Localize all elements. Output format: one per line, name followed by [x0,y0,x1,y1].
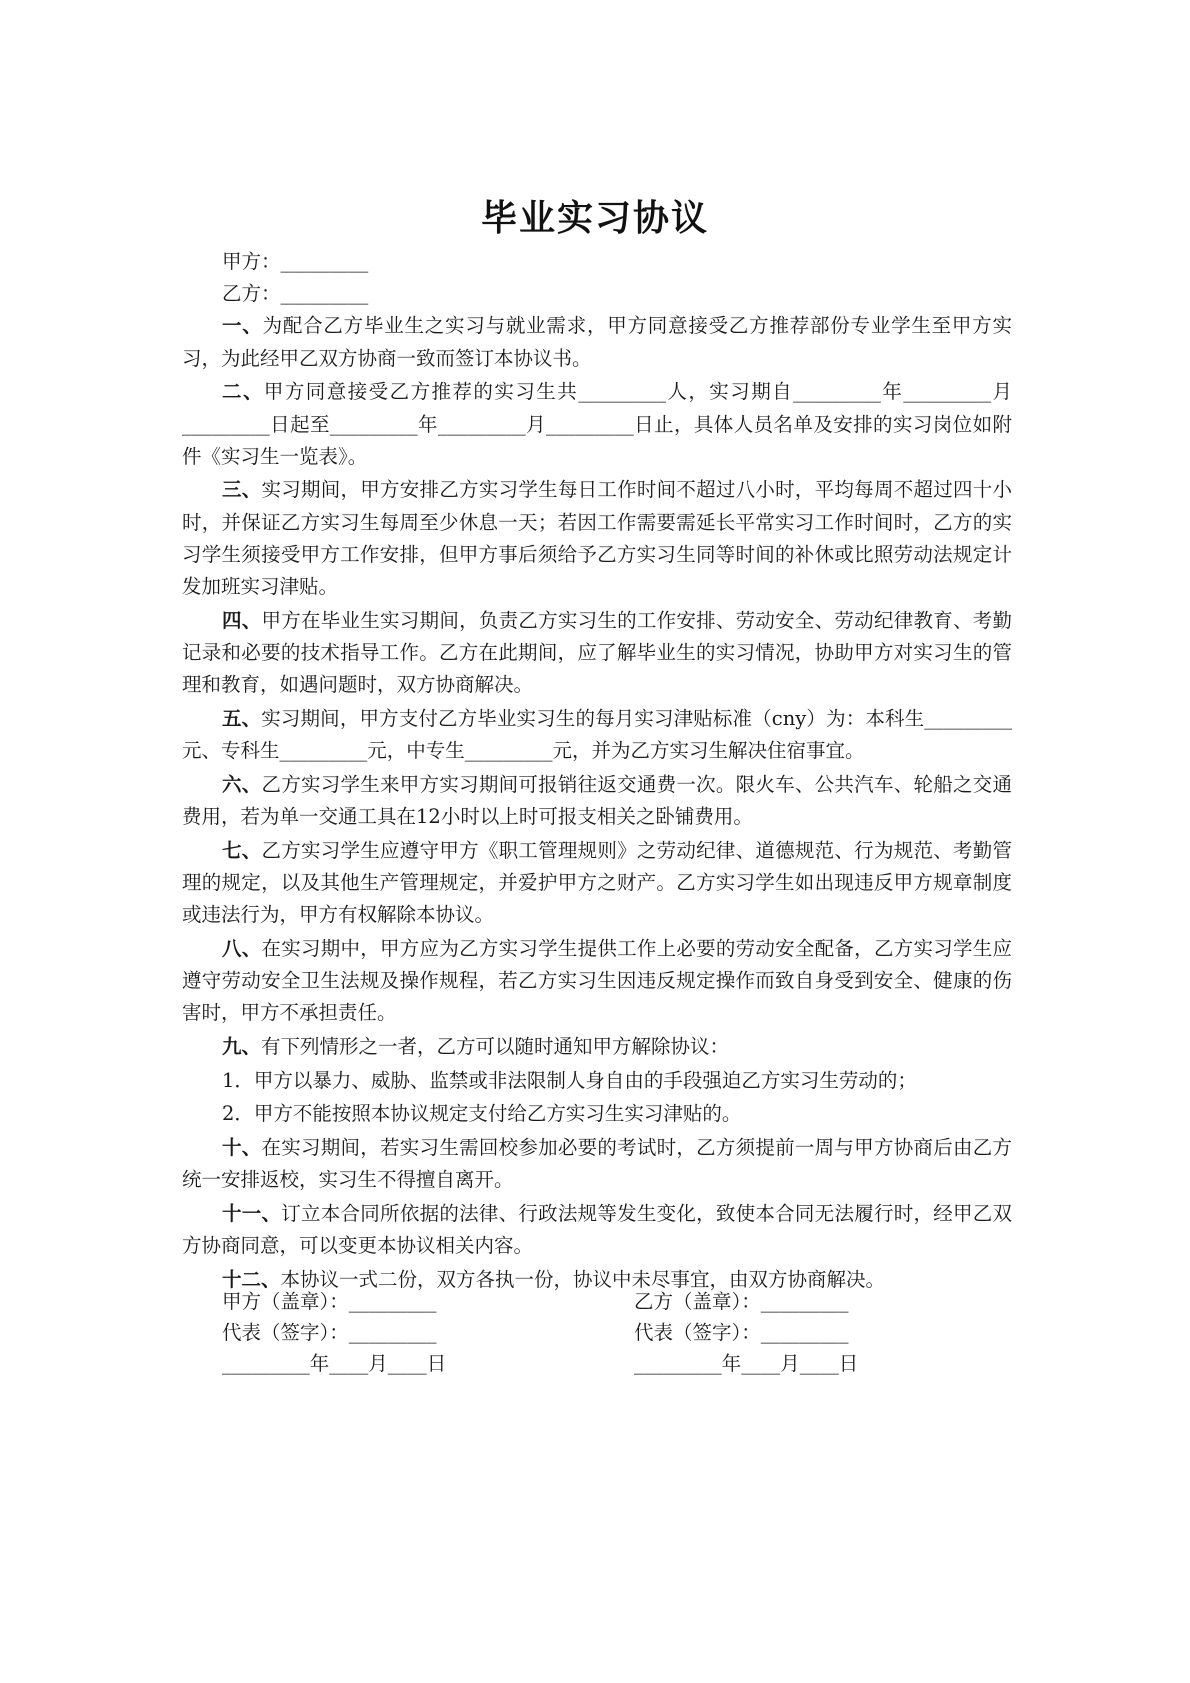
party-b-seal-line: 乙方（盖章）：_________ [634,1290,849,1313]
clause-text: 在实习期间，若实习生需回校参加必要的考试时，乙方须提前一周与甲方协商后由乙方统一安排返校，实习生不得擅自离开。 [182,1135,1012,1192]
clause-text: 为配合乙方毕业生之实习与就业需求，甲方同意接受乙方推荐部份专业学生至甲方实习，为此经甲乙双方协商一致而签订本协议书。 [182,314,1012,370]
clause-number: 二、 [222,380,264,404]
clause-text: 甲方在毕业生实习期间，负责乙方实习生的工作安排、劳动安全、劳动纪律教育、考勤记录和必要的技术指导工作。乙方在此期间，应了解毕业生的实习情况，协助甲方对实习生的管理和教育，如遇问题时，双方协商解决。 [182,608,1012,697]
party-b-date-line: _________年____月____日 [634,1352,859,1375]
clause-number: 八、 [222,936,262,960]
clause-8 [182,933,1012,1030]
clause-text: 乙方实习学生来甲方实习期间可报销往返交通费一次。限火车、公共汽车、轮船之交通费用，若为单一交通工具在12小时以上时可报支相关之卧铺费用。 [182,772,1012,828]
clause-number: 十、 [222,1135,262,1159]
clause-3 [182,474,1012,603]
clause-2 [182,376,1012,473]
clause-text: 实习期间，甲方安排乙方实习学生每日工作时间不超过八小时，平均每周不超过四十小时，并保证乙方实习生每周至少休息一天；若因工作需要需延长平常实习工作时间时，乙方的实习学生须接受甲方工作安排，但甲方事后须给予乙方实习生同等时间的补休或比照劳动法规定计发加班实习津贴。 [182,478,1012,599]
clause-text: 订立本合同所依据的法律、行政法规等发生变化，致使本合同无法履行时，经甲乙双方协商同意，可以变更本协议相关内容。 [182,1201,1012,1258]
clause-text: 乙方实习学生应遵守甲方《职工管理规则》之劳动纪律、道德规范、行为规范、考勤管理的规定，以及其他生产管理规定，并爱护甲方之财产。乙方实习学生如出现违反甲方规章制度或违法行为，甲方有权解除本协议。 [182,838,1012,927]
party-b-rep-line: 代表（签字）：_________ [634,1321,849,1344]
party-b-line: 乙方：_________ [222,282,369,306]
clause-number: 十一、 [222,1201,282,1225]
document-title: 毕业实习协议 [480,198,709,239]
clause-number: 十二、 [222,1267,281,1291]
clause-text: 实习期间，甲方支付乙方毕业实习生的每月实习津贴标准（cny）为：本科生_________元、专科生_________元，中专生_________元，并为乙方实习生解决住宿事宜。 [182,706,1012,763]
clause-6 [182,769,1012,833]
party-a-rep-line: 代表（签字）：_________ [222,1321,437,1344]
party-a-date-line: _________年____月____日 [222,1352,447,1375]
clause-text: 甲方同意接受乙方推荐的实习生共_________人，实习期自_________年_________月_________日起至_________年_________月_________日止，具体人员名单及安排的实习岗位如附件《实习生一览表》。 [182,380,1012,468]
clause-10 [182,1132,1012,1196]
clause-number: 三、 [222,478,262,502]
clause-4 [182,605,1012,702]
clause-number: 七、 [222,838,262,862]
clause-number: 一、 [222,314,263,338]
party-a-seal-line: 甲方（盖章）：_________ [222,1290,437,1313]
clause-11 [182,1198,1012,1262]
clause-number: 九、 [222,1034,262,1058]
clause-7 [182,835,1012,932]
clause-number: 四、 [222,608,262,632]
clause-5 [182,703,1012,767]
signature-block-party-a [222,1286,446,1379]
clause-9 [182,1031,1012,1063]
list-item: 2．甲方不能按照本协议规定支付给乙方实习生实习津贴的。 [222,1102,742,1126]
party-a-line: 甲方：_________ [222,250,369,273]
agreement-body [182,246,1012,1298]
signature-block-party-b [634,1286,858,1379]
clause-text: 在实习期中，甲方应为乙方实习学生提供工作上必要的劳动安全配备，乙方实习学生应遵守劳动安全卫生法规及操作规程，若乙方实习生因违反规定操作而致自身受到安全、健康的伤害时，甲方不承担责任。 [182,936,1012,1025]
clause-number: 六、 [222,772,262,796]
clause-number: 五、 [222,706,262,730]
clause-text: 本协议一式二份，双方各执一份，协议中未尽事宜，由双方协商解决。 [280,1267,886,1291]
clause-1 [182,310,1012,374]
list-item: 1．甲方以暴力、威胁、监禁或非法限制人身自由的手段强迫乙方实习生劳动的； [222,1068,917,1092]
clause-text: 有下列情形之一者，乙方可以随时通知甲方解除协议： [261,1034,730,1058]
